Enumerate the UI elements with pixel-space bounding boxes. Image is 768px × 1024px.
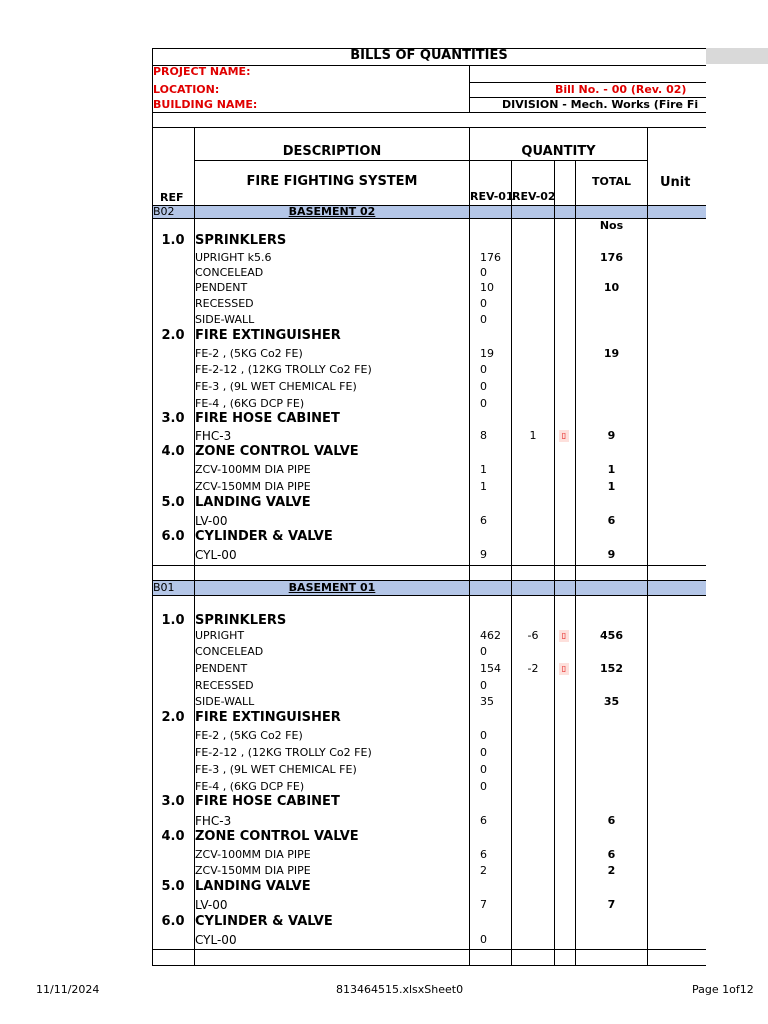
section-title: BASEMENT 01 [288,581,376,594]
item-category-title: CYLINDER & VALVE [195,914,333,929]
change-flag-icon: ▯ [559,630,569,642]
rev01-quantity: 2 [480,864,487,877]
division-label: DIVISION - Mech. Works (Fire Fi [502,98,699,111]
rev01-quantity: 7 [480,898,487,911]
rev01-quantity: 0 [480,363,487,376]
total-quantity: 19 [603,347,620,360]
grid-line [152,65,706,66]
bill-number: Bill No. - 00 (Rev. 02) [555,83,687,96]
item-description: FE-2-12 , (12KG TROLLY Co2 FE) [195,363,372,376]
grid-line [470,97,706,98]
project-name-label: PROJECT NAME: [153,65,251,78]
rev01-header: REV-01 [470,190,514,203]
rev01-quantity: 0 [480,763,487,776]
item-category-title: FIRE HOSE CABINET [195,794,340,809]
item-description: PENDENT [195,662,248,675]
item-ref-number: 6.0 [161,529,185,544]
rev01-quantity: 1 [480,480,487,493]
grid-line [152,595,706,596]
sheet-edge-bar [706,48,768,64]
item-description: UPRIGHT k5.6 [195,251,272,264]
grid-line [152,48,706,49]
total-quantity: 6 [607,514,616,527]
item-category-title: ZONE CONTROL VALVE [195,829,359,844]
grid-line [647,127,648,965]
item-description: FHC-3 [195,429,232,443]
grid-line [152,965,706,966]
item-description: SIDE-WALL [195,695,255,708]
item-description: RECESSED [195,679,254,692]
change-flag-icon: ▯ [559,663,569,675]
rev01-quantity: 0 [480,380,487,393]
item-description: LV-00 [195,898,228,912]
item-category-title: ZONE CONTROL VALVE [195,444,359,459]
total-quantity: 9 [607,429,616,442]
item-description: FE-3 , (9L WET CHEMICAL FE) [195,763,357,776]
total-header: TOTAL [591,175,632,188]
rev01-quantity: 35 [480,695,494,708]
total-quantity: 456 [600,629,623,642]
item-category-title: CYLINDER & VALVE [195,529,333,544]
total-quantity: 152 [600,662,623,675]
item-ref-number: 2.0 [161,328,185,343]
grid-line [469,65,470,113]
item-ref-number: 3.0 [161,411,185,426]
rev01-quantity: 0 [480,266,487,279]
footer-date: 11/11/2024 [36,983,100,996]
item-category-title: LANDING VALVE [195,879,311,894]
grid-line [554,160,555,965]
grid-line [194,127,195,965]
grid-line [152,48,153,965]
total-quantity: 35 [603,695,620,708]
item-ref-number: 5.0 [161,495,185,510]
section-title: BASEMENT 02 [288,205,376,218]
item-description: LV-00 [195,514,228,528]
rev01-quantity: 0 [480,645,487,658]
item-ref-number: 5.0 [161,879,185,894]
item-description: UPRIGHT [195,629,245,642]
rev01-quantity: 0 [480,746,487,759]
change-flag-icon: ▯ [559,430,569,442]
item-description: ZCV-100MM DIA PIPE [195,463,311,476]
rev01-quantity: 6 [480,814,487,827]
item-ref-number: 1.0 [161,613,185,628]
grid-line [194,160,647,161]
grid-line [152,218,706,219]
item-description: FE-2 , (5KG Co2 FE) [195,729,303,742]
item-category-title: SPRINKLERS [195,613,287,628]
item-description: FE-2-12 , (12KG TROLLY Co2 FE) [195,746,372,759]
item-description: PENDENT [195,281,248,294]
grid-line [511,160,512,965]
total-quantity: 9 [607,548,616,561]
grid-line [152,580,706,581]
grid-line [575,160,576,965]
total-quantity: 6 [607,848,616,861]
item-description: ZCV-150MM DIA PIPE [195,480,311,493]
item-category-title: FIRE EXTINGUISHER [195,328,341,343]
unit-header: Unit [660,175,691,190]
rev02-quantity: 1 [529,429,537,442]
rev01-quantity: 462 [480,629,501,642]
total-quantity: 1 [607,480,616,493]
rev01-quantity: 10 [480,281,494,294]
total-quantity: 176 [600,251,623,264]
rev01-quantity: 154 [480,662,501,675]
rev02-quantity: -6 [527,629,539,642]
total-quantity: 2 [607,864,616,877]
item-category-title: LANDING VALVE [195,495,311,510]
grid-line [469,127,470,965]
item-category-title: SPRINKLERS [195,233,287,248]
rev01-quantity: 176 [480,251,501,264]
item-description: FHC-3 [195,814,232,828]
total-quantity: 7 [607,898,616,911]
system-header: FIRE FIGHTING SYSTEM [246,174,418,189]
rev02-quantity: -2 [527,662,539,675]
grid-line [470,82,706,83]
section-code: B01 [153,581,175,594]
page-title: BILLS OF QUANTITIES [350,48,508,63]
item-description: FE-2 , (5KG Co2 FE) [195,347,303,360]
rev01-quantity: 6 [480,848,487,861]
rev01-quantity: 0 [480,729,487,742]
rev01-quantity: 9 [480,548,487,561]
rev01-quantity: 6 [480,514,487,527]
footer-page-number: Page 1of12 [692,983,754,996]
item-description: RECESSED [195,297,254,310]
rev01-quantity: 0 [480,933,487,946]
item-category-title: FIRE EXTINGUISHER [195,710,341,725]
item-ref-number: 2.0 [161,710,185,725]
item-ref-number: 4.0 [161,829,185,844]
rev01-quantity: 0 [480,297,487,310]
item-description: ZCV-100MM DIA PIPE [195,848,311,861]
quantity-header: QUANTITY [521,144,596,159]
item-ref-number: 1.0 [161,233,185,248]
ref-header: REF [160,191,184,204]
item-description: CYL-00 [195,933,237,947]
section-code: B02 [153,205,175,218]
footer-file-name: 813464515.xlsxSheet0 [336,983,464,996]
item-category-title: FIRE HOSE CABINET [195,411,340,426]
rev01-quantity: 8 [480,429,487,442]
item-ref-number: 3.0 [161,794,185,809]
rev01-quantity: 0 [480,313,487,326]
grid-line [152,565,706,566]
item-description: SIDE-WALL [195,313,255,326]
item-description: CONCELEAD [195,266,264,279]
item-description: FE-4 , (6KG DCP FE) [195,397,305,410]
rev01-quantity: 0 [480,397,487,410]
item-description: CONCELEAD [195,645,264,658]
total-quantity: 1 [607,463,616,476]
rev01-quantity: 19 [480,347,494,360]
item-description: FE-4 , (6KG DCP FE) [195,780,305,793]
item-ref-number: 4.0 [161,444,185,459]
building-name-label: BUILDING NAME: [153,98,258,111]
rev01-quantity: 0 [480,679,487,692]
item-description: ZCV-150MM DIA PIPE [195,864,311,877]
rev02-header: REV-02 [512,190,556,203]
description-header: DESCRIPTION [282,144,382,159]
unit-note: Nos [599,219,624,232]
item-ref-number: 6.0 [161,914,185,929]
rev01-quantity: 1 [480,463,487,476]
location-label: LOCATION: [153,83,220,96]
grid-line [152,949,706,950]
rev01-quantity: 0 [480,780,487,793]
total-quantity: 6 [607,814,616,827]
item-description: CYL-00 [195,548,237,562]
grid-line [152,205,706,206]
total-quantity: 10 [603,281,620,294]
item-description: FE-3 , (9L WET CHEMICAL FE) [195,380,357,393]
grid-line [152,112,706,113]
grid-line [152,127,706,128]
